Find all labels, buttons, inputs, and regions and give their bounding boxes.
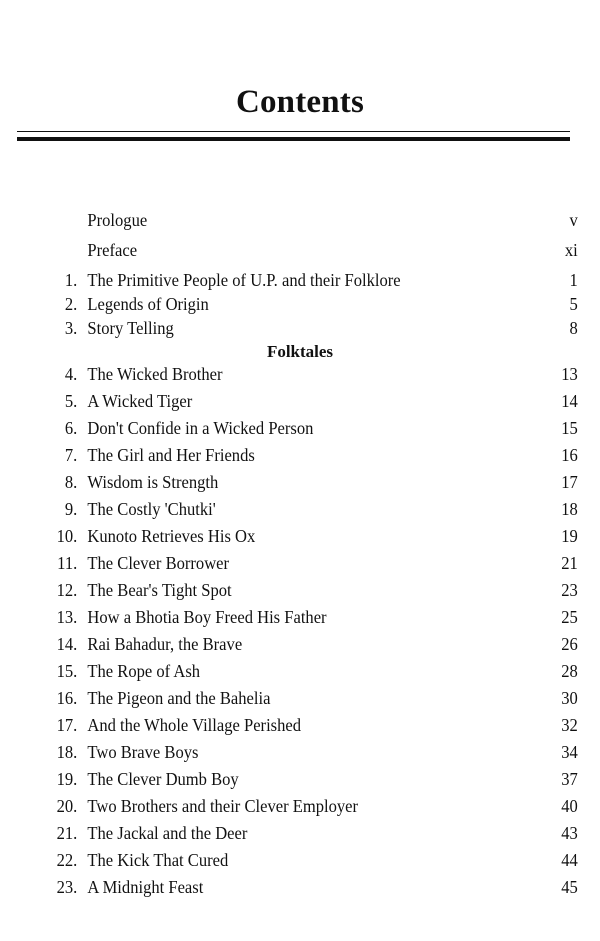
contents-entry <box>0 713 578 737</box>
entry-title: The Wicked Brother <box>87 364 223 384</box>
contents-entry-preface <box>0 238 578 262</box>
title-rule-thin <box>17 131 570 132</box>
entry-title: The Bear's Tight Spot <box>87 580 232 600</box>
entry-title: The Kick That Cured <box>87 850 229 870</box>
entry-title: Don't Confide in a Wicked Person <box>87 418 314 438</box>
entry-page: 44 <box>561 850 578 870</box>
entry-page: 19 <box>561 526 578 546</box>
entry-page: 40 <box>561 796 578 816</box>
entry-title: Story Telling <box>87 318 174 338</box>
entry-number: 21. <box>56 823 78 843</box>
contents-entry <box>0 767 578 791</box>
entry-number: 4. <box>64 364 78 384</box>
entry-number: 23. <box>56 877 78 897</box>
entry-title: The Jackal and the Deer <box>87 823 248 843</box>
page-title: Contents <box>235 84 365 120</box>
entry-page: 18 <box>561 499 578 519</box>
entry-title: Two Brothers and their Clever Employer <box>87 796 359 816</box>
entry-number: 9. <box>64 499 78 519</box>
entry-title: Wisdom is Strength <box>87 472 219 492</box>
entry-number: 7. <box>64 445 78 465</box>
entry-title: A Wicked Tiger <box>87 391 193 411</box>
entry-title: Rai Bahadur, the Brave <box>87 634 243 654</box>
entry-title: The Clever Borrower <box>87 553 230 573</box>
entry-number: 6. <box>64 418 78 438</box>
entry-page: 8 <box>569 318 578 338</box>
entry-page: 32 <box>561 715 578 735</box>
entry-number: 14. <box>56 634 78 654</box>
contents-entry <box>0 686 578 710</box>
contents-entry <box>0 524 578 548</box>
contents-entry <box>0 551 578 575</box>
contents-entry <box>0 794 578 818</box>
entry-page: 43 <box>561 823 578 843</box>
entry-number: 10. <box>56 526 78 546</box>
entry-title: Two Brave Boys <box>87 742 199 762</box>
entry-number: 8. <box>64 472 78 492</box>
entry-page: xi <box>564 240 578 260</box>
section-heading: Folktales <box>266 342 334 361</box>
entry-page: v <box>569 210 578 230</box>
entry-title: The Clever Dumb Boy <box>87 769 239 789</box>
contents-entry-prologue <box>0 208 578 232</box>
contents-entry <box>0 362 578 386</box>
entry-page: 21 <box>561 553 578 573</box>
entry-number: 18. <box>56 742 78 762</box>
entry-page: 17 <box>561 472 578 492</box>
entry-title: The Costly 'Chutki' <box>87 499 216 519</box>
entry-title: How a Bhotia Boy Freed His Father <box>87 607 327 627</box>
entry-number: 22. <box>56 850 78 870</box>
entry-title: A Midnight Feast <box>87 877 204 897</box>
entry-number: 3. <box>64 318 78 338</box>
entry-page: 30 <box>561 688 578 708</box>
entry-page: 1 <box>569 270 578 290</box>
entry-number: 1. <box>64 270 78 290</box>
entry-number: 13. <box>56 607 78 627</box>
entry-number: 15. <box>56 661 78 681</box>
entry-title: Preface <box>87 240 138 260</box>
entry-title: The Pigeon and the Bahelia <box>87 688 271 708</box>
entry-page: 13 <box>561 364 578 384</box>
contents-entry <box>0 848 578 872</box>
entry-title: The Rope of Ash <box>87 661 201 681</box>
contents-entry <box>0 605 578 629</box>
contents-entry <box>0 416 578 440</box>
contents-entry <box>0 292 578 316</box>
contents-entry <box>0 389 578 413</box>
entry-title: And the Whole Village Perished <box>87 715 302 735</box>
entry-number: 2. <box>64 294 78 314</box>
entry-title: The Primitive People of U.P. and their Folklore <box>87 270 401 290</box>
contents-entry <box>0 268 578 292</box>
entry-page: 28 <box>561 661 578 681</box>
entry-page: 26 <box>561 634 578 654</box>
entry-number: 11. <box>57 553 78 573</box>
entry-page: 14 <box>561 391 578 411</box>
entry-title: Legends of Origin <box>87 294 209 314</box>
entry-page: 15 <box>561 418 578 438</box>
entry-page: 16 <box>561 445 578 465</box>
contents-entry <box>0 443 578 467</box>
entry-title: Prologue <box>87 210 148 230</box>
entry-page: 23 <box>561 580 578 600</box>
contents-entry <box>0 578 578 602</box>
contents-entry <box>0 659 578 683</box>
entry-number: 17. <box>56 715 78 735</box>
contents-entry <box>0 497 578 521</box>
entry-number: 12. <box>56 580 78 600</box>
entry-page: 5 <box>569 294 578 314</box>
contents-entry <box>0 875 578 899</box>
entry-title: The Girl and Her Friends <box>87 445 255 465</box>
contents-entry <box>0 470 578 494</box>
entry-page: 45 <box>561 877 578 897</box>
contents-entry <box>0 632 578 656</box>
entry-title: Kunoto Retrieves His Ox <box>87 526 256 546</box>
contents-entry <box>0 821 578 845</box>
entry-number: 16. <box>56 688 78 708</box>
entry-page: 37 <box>561 769 578 789</box>
title-rule-thick <box>17 137 570 141</box>
entry-number: 19. <box>56 769 78 789</box>
entry-number: 20. <box>56 796 78 816</box>
contents-entry <box>0 316 578 340</box>
contents-entry <box>0 740 578 764</box>
entry-number: 5. <box>64 391 78 411</box>
entry-page: 25 <box>561 607 578 627</box>
entry-page: 34 <box>561 742 578 762</box>
